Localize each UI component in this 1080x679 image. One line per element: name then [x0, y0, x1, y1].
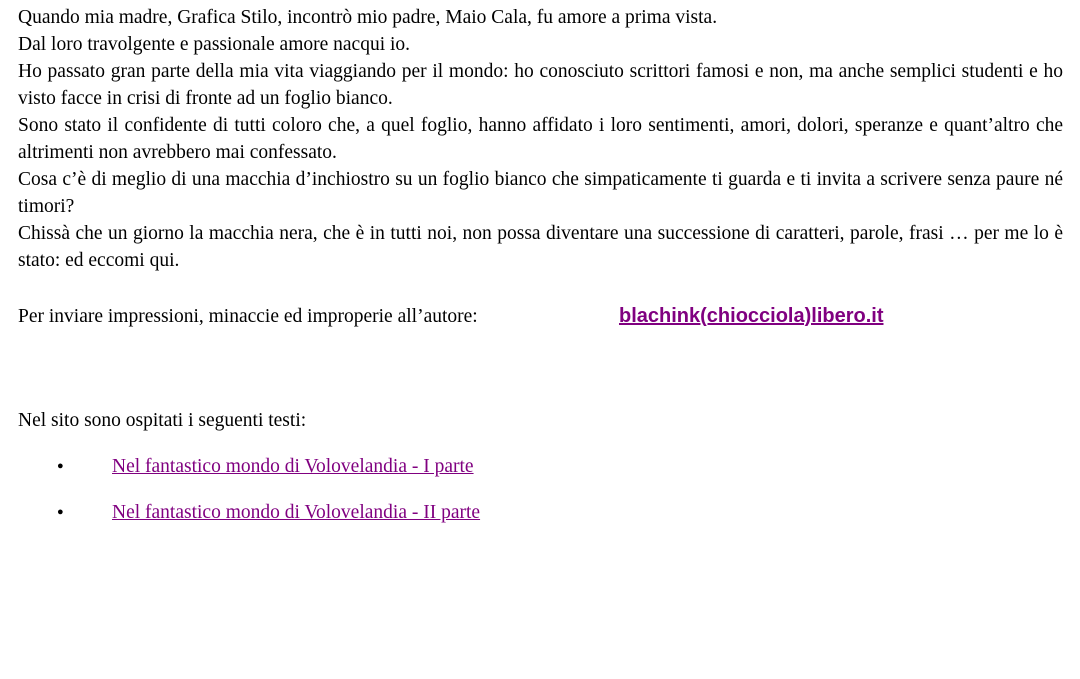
text-link-part-2[interactable]: Nel fantastico mondo di Volovelandia - II parte	[112, 502, 481, 523]
texts-intro: Nel sito sono ospitati i seguenti testi:	[18, 410, 307, 431]
bio-section	[18, 4, 1063, 274]
bio-paragraph: Dal loro travolgente e passionale amore nacqui io.	[18, 34, 411, 55]
contact-line	[18, 301, 1063, 331]
list-item	[18, 453, 1063, 480]
bullet-icon: ●	[57, 460, 64, 472]
bio-paragraph: Chissà che un giorno la macchia nera, che è in tutti noi, non possa diventare una successione di caratteri, parole, frasi … per me lo è stato: ed eccomi qui.	[18, 223, 1063, 271]
bullet-icon: ●	[57, 506, 64, 518]
bio-paragraph: Ho passato gran parte della mia vita viaggiando per il mondo: ho conosciuto scrittori famosi e non, ma anche semplici studenti e ho visto facce in crisi di fronte ad un foglio bianco.	[18, 61, 1063, 109]
bio-paragraph: Cosa c’è di meglio di una macchia d’inchiostro su un foglio bianco che simpaticamente ti guarda e ti invita a scrivere senza paure né timori?	[18, 169, 1063, 217]
author-email-link[interactable]: blachink(chiocciola)libero.it	[619, 304, 884, 327]
text-link-part-1[interactable]: Nel fantastico mondo di Volovelandia - I parte	[112, 456, 474, 477]
texts-list	[18, 453, 1063, 526]
contact-label: Per inviare impressioni, minaccie ed improperie all’autore:	[18, 305, 478, 327]
bio-paragraph: Quando mia madre, Grafica Stilo, incontrò mio padre, Maio Cala, fu amore a prima vista.	[18, 7, 718, 28]
list-item	[18, 499, 1063, 526]
bio-paragraph: Sono stato il confidente di tutti coloro che, a quel foglio, hanno affidato i loro sentimenti, amori, dolori, speranze e quant’altro che altrimenti non avrebbero mai confessato.	[18, 115, 1063, 163]
